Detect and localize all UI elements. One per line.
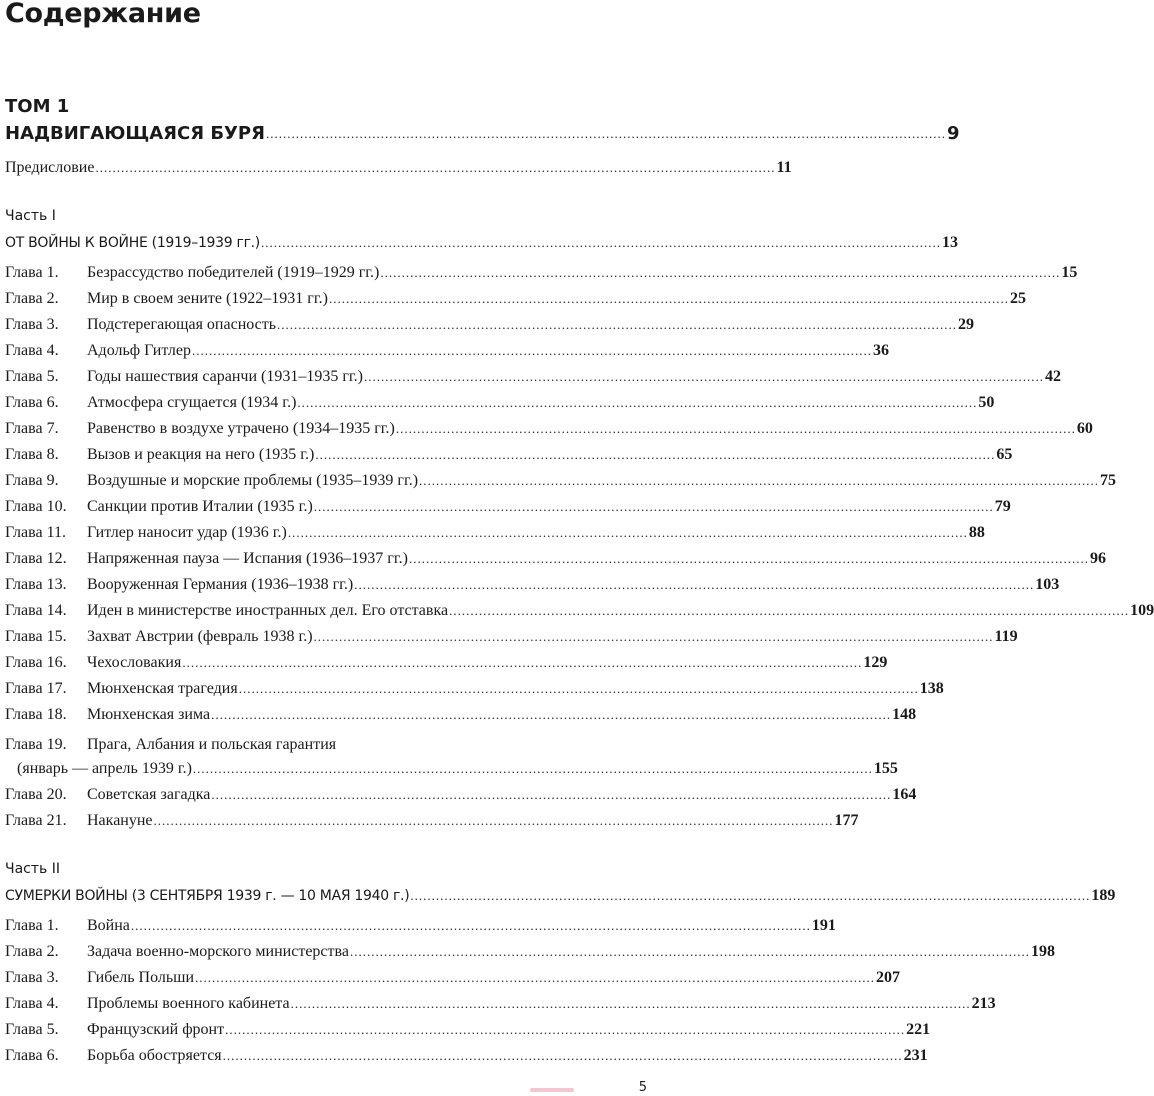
part-title: ОТ ВОЙНЫ К ВОЙНЕ (1919–1939 гг.) (5, 235, 260, 251)
page-ref: 42 (1044, 368, 1061, 385)
toc-entry-chapter[interactable] (5, 571, 1060, 595)
chapter-number: Глава 13. (5, 576, 67, 593)
page-ref: 119 (994, 628, 1018, 645)
chapter-title: Вызов и реакция на него (1935 г.) (87, 446, 315, 463)
toc-entry-chapter[interactable] (5, 337, 890, 361)
chapter-number: Глава 9. (5, 472, 59, 489)
chapter-title: Чехословакия (87, 654, 182, 671)
toc-entry-part[interactable] (5, 229, 958, 253)
leader-dots: ................................................................................................................................................................ (380, 265, 1061, 280)
page-ref: 11 (776, 159, 792, 176)
page-ref: 50 (978, 394, 995, 411)
leader-dots: ................................................................................................................................................................ (408, 551, 1089, 566)
decorative-mark (530, 1088, 574, 1092)
leader-dots: ................................................................................................................................................................ (211, 787, 892, 802)
chapter-number: Глава 10. (5, 498, 67, 515)
page-ref: 88 (968, 524, 985, 541)
leader-dots: ................................................................................................................................................................ (238, 681, 919, 696)
toc-entry-chapter[interactable] (5, 990, 996, 1014)
leader-dots: ................................................................................................................................................................ (95, 160, 776, 175)
chapter-title-continued: (январь — апрель 1939 г.) (17, 760, 192, 777)
chapter-title: Захват Австрии (февраль 1938 г.) (87, 628, 313, 645)
chapter-title: Напряженная пауза — Испания (1936–1937 гг.) (87, 550, 408, 567)
chapter-title: Воздушные и морские проблемы (1935–1939 гг.) (87, 472, 419, 489)
page-ref: 189 (1091, 887, 1116, 904)
chapter-number: Глава 6. (5, 1047, 59, 1064)
chapter-number: Глава 11. (5, 524, 66, 541)
toc-entry-chapter[interactable] (5, 701, 917, 725)
chapter-title: Санкции против Италии (1935 г.) (87, 498, 313, 515)
leader-dots: ................................................................................................................................................................ (328, 291, 1009, 306)
chapter-title: Безрассудство победителей (1919–1929 гг.) (87, 264, 380, 281)
chapter-number: Глава 2. (5, 943, 59, 960)
toc-entry-chapter[interactable] (5, 807, 859, 831)
page-ref: 231 (903, 1047, 928, 1064)
part-label: Часть II (5, 861, 60, 877)
toc-entry-chapter[interactable] (5, 545, 1106, 569)
toc-entry-chapter[interactable] (5, 415, 1093, 439)
toc-entry-volume[interactable] (5, 120, 960, 144)
toc-entry-chapter[interactable] (5, 389, 995, 413)
chapter-number: Глава 12. (5, 550, 67, 567)
page-ref: 29 (958, 316, 975, 333)
leader-dots: ................................................................................................................................................................ (182, 655, 863, 670)
chapter-title: Подстерегающая опасность (87, 316, 277, 333)
chapter-first-line (5, 735, 336, 755)
page-ref: 65 (996, 446, 1013, 463)
chapter-title: Накануне (87, 812, 153, 829)
page-ref: 96 (1089, 550, 1106, 567)
chapter-number: Глава 18. (5, 706, 67, 723)
chapter-number: Глава 4. (5, 342, 59, 359)
page-ref: 177 (834, 812, 859, 829)
chapter-number: Глава 1. (5, 917, 59, 934)
page-ref: 198 (1030, 943, 1055, 960)
page-ref: 129 (863, 654, 888, 671)
chapter-number: Глава 17. (5, 680, 67, 697)
toc-entry-chapter[interactable] (5, 259, 1078, 283)
page-ref: 36 (873, 342, 890, 359)
chapter-title: Мюнхенская зима (87, 706, 211, 723)
page-ref: 15 (1061, 264, 1078, 281)
toc-entry-chapter[interactable] (5, 285, 1026, 309)
page-ref: 103 (1035, 576, 1060, 593)
chapter-number: Глава 7. (5, 420, 59, 437)
chapter-number: Глава 5. (5, 1021, 59, 1038)
chapter-title: Равенство в воздухе утрачено (1934–1935 гг.) (87, 420, 395, 437)
toc-entry-chapter[interactable] (5, 519, 985, 543)
leader-dots: ................................................................................................................................................................ (277, 317, 958, 332)
leader-dots: ................................................................................................................................................................ (313, 629, 994, 644)
toc-entry-chapter[interactable] (5, 1042, 928, 1066)
page-ref: 79 (994, 498, 1011, 515)
leader-dots: ................................................................................................................................................................ (363, 369, 1044, 384)
chapter-title: Гитлер наносит удар (1936 г.) (87, 524, 287, 541)
chapter-number: Глава 16. (5, 654, 67, 671)
toc-entry-part[interactable] (5, 882, 1116, 906)
chapter-number: Глава 20. (5, 786, 67, 803)
toc-entry-chapter[interactable] (5, 363, 1061, 387)
page-ref: 191 (811, 917, 836, 934)
chapter-number: Глава 1. (5, 264, 59, 281)
toc-entry-chapter[interactable] (5, 311, 975, 335)
preface-title: Предисловие (5, 159, 95, 176)
toc-entry-chapter[interactable] (5, 912, 836, 936)
chapter-number: Глава 3. (5, 969, 59, 986)
page-ref: 13 (941, 234, 958, 251)
page-ref: 25 (1009, 290, 1026, 307)
leader-dots: ................................................................................................................................................................ (449, 603, 1130, 618)
leader-dots: ................................................................................................................................................................ (315, 447, 996, 462)
leader-dots: ................................................................................................................................................................ (195, 970, 876, 985)
chapter-title: Иден в министерстве иностранных дел. Его отставка (87, 602, 449, 619)
leader-dots: ................................................................................................................................................................ (211, 707, 892, 722)
leader-dots: ................................................................................................................................................................ (313, 499, 994, 514)
toc-entry-chapter[interactable] (5, 755, 898, 779)
chapter-number: Глава 3. (5, 316, 59, 333)
chapter-title: Атмосфера сгущается (1934 г.) (87, 394, 297, 411)
chapter-title: Прага, Албания и польская гарантия (87, 736, 337, 753)
page-ref: 164 (892, 786, 917, 803)
toc-entry-chapter[interactable] (5, 938, 1055, 962)
chapter-title: Борьба обостряется (87, 1047, 222, 1064)
leader-dots: ................................................................................................................................................................ (153, 813, 834, 828)
page-ref: 109 (1130, 602, 1154, 619)
leader-dots: ................................................................................................................................................................ (260, 235, 941, 250)
leader-dots: ................................................................................................................................................................ (265, 126, 946, 141)
toc-entry-chapter[interactable] (5, 623, 1018, 647)
leader-dots: ................................................................................................................................................................ (410, 888, 1091, 903)
chapter-title: Французский фронт (87, 1021, 225, 1038)
leader-dots: ................................................................................................................................................................ (395, 421, 1076, 436)
leader-dots: ................................................................................................................................................................ (192, 761, 873, 776)
chapter-number: Глава 2. (5, 290, 59, 307)
leader-dots: ................................................................................................................................................................ (297, 395, 978, 410)
page-ref: 75 (1100, 472, 1117, 489)
toc-entry-chapter[interactable] (5, 493, 1011, 517)
page-ref: 9 (946, 123, 960, 144)
leader-dots: ................................................................................................................................................................ (287, 525, 968, 540)
leader-dots: ................................................................................................................................................................ (349, 944, 1030, 959)
toc-entry-chapter[interactable] (5, 1016, 931, 1040)
chapter-number: Глава 4. (5, 995, 59, 1012)
toc-entry-chapter[interactable] (5, 964, 901, 988)
page-ref: 213 (971, 995, 996, 1012)
toc-entry-chapter[interactable] (5, 781, 917, 805)
toc-entry-chapter[interactable] (5, 441, 1013, 465)
chapter-title: Мюнхенская трагедия (87, 680, 238, 697)
leader-dots: ................................................................................................................................................................ (354, 577, 1035, 592)
page-ref: 207 (876, 969, 901, 986)
toc-entry-chapter[interactable] (5, 467, 1117, 491)
chapter-title: Адольф Гитлер (87, 342, 192, 359)
page-ref: 138 (919, 680, 944, 697)
chapter-number: Глава 6. (5, 394, 59, 411)
toc-entry-preface[interactable] (5, 154, 792, 178)
chapter-number: Глава 21. (5, 812, 67, 829)
chapter-title: Задача военно-морского министерства (87, 943, 349, 960)
chapter-title: Проблемы военного кабинета (87, 995, 290, 1012)
chapter-title: Годы нашествия саранчи (1931–1935 гг.) (87, 368, 363, 385)
chapter-number: Глава 5. (5, 368, 59, 385)
page-title: Содержание (5, 0, 201, 29)
leader-dots: ................................................................................................................................................................ (290, 996, 971, 1011)
chapter-title: Советская загадка (87, 786, 211, 803)
page-ref: 60 (1076, 420, 1093, 437)
chapter-number: Глава 19. (5, 736, 67, 753)
leader-dots: ................................................................................................................................................................ (192, 343, 873, 358)
chapter-title: Война (87, 917, 130, 934)
volume-label: ТОМ 1 (5, 96, 70, 117)
toc-entry-chapter[interactable] (5, 597, 1154, 621)
leader-dots: ................................................................................................................................................................ (222, 1048, 903, 1063)
page-ref: 148 (892, 706, 917, 723)
part-label: Часть I (5, 208, 56, 224)
leader-dots: ................................................................................................................................................................ (419, 473, 1100, 488)
page-number: 5 (638, 1080, 647, 1095)
toc-entry-chapter[interactable] (5, 675, 944, 699)
leader-dots: ................................................................................................................................................................ (130, 918, 811, 933)
chapter-number: Глава 8. (5, 446, 59, 463)
chapter-title: Вооруженная Германия (1936–1938 гг.) (87, 576, 354, 593)
volume-title: НАДВИГАЮЩАЯСЯ БУРЯ (5, 123, 265, 144)
page-ref: 221 (906, 1021, 931, 1038)
chapter-title: Гибель Польши (87, 969, 195, 986)
part-title: СУМЕРКИ ВОЙНЫ (3 СЕНТЯБРЯ 1939 г. — 10 МАЯ 1940 г.) (5, 888, 410, 904)
chapter-number: Глава 14. (5, 602, 67, 619)
leader-dots: ................................................................................................................................................................ (225, 1022, 906, 1037)
toc-entry-chapter[interactable] (5, 649, 888, 673)
chapter-title: Мир в своем зените (1922–1931 гг.) (87, 290, 328, 307)
page-ref: 155 (873, 760, 898, 777)
chapter-number: Глава 15. (5, 628, 67, 645)
